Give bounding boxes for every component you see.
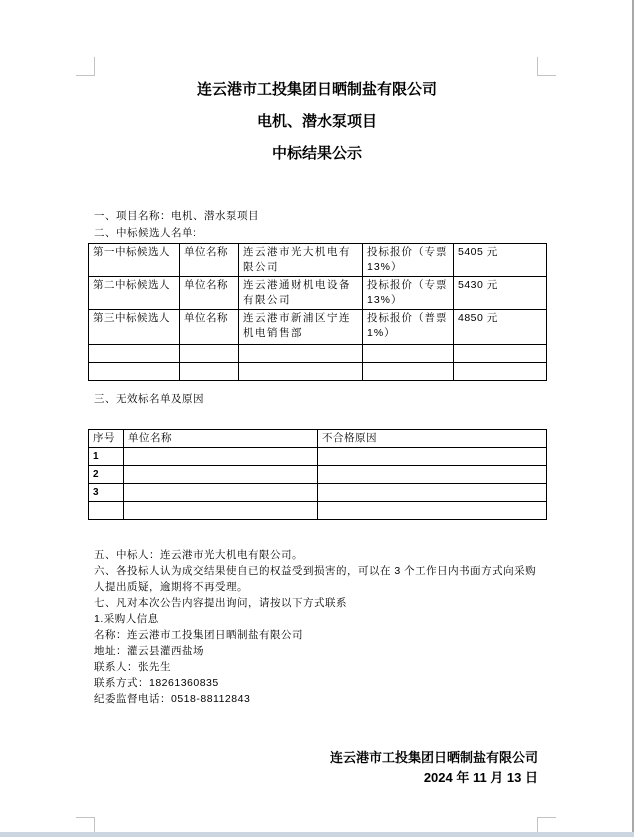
invalid-header-row	[89, 430, 547, 448]
signature-block	[94, 748, 538, 788]
candidate-price-label-cell: 投标报价（专票13%）	[363, 277, 454, 310]
section-project-name: 一、项目名称：电机、潜水泵项目	[94, 210, 259, 222]
buyer-info-heading: 1.采购人信息	[94, 613, 159, 625]
invalid-no-cell: 2	[89, 466, 124, 484]
buyer-name-line: 名称：连云港市工投集团日晒制盐有限公司	[94, 629, 303, 641]
buyer-address-line: 地址：灌云县灌西盐场	[94, 645, 204, 657]
section-candidates-heading: 二、中标候选人名单:	[94, 227, 197, 239]
empty-cell	[239, 345, 363, 363]
candidate-price-label-cell: 投标报价（专票13%）	[363, 244, 454, 277]
margin-crop-mark-bottom-right-icon	[537, 817, 556, 833]
footer-company: 连云港市工投集团日晒制盐有限公司	[329, 750, 538, 765]
candidate-name-label-cell: 单位名称	[180, 277, 239, 310]
empty-cell	[454, 363, 547, 381]
candidate-row-empty-1	[89, 345, 547, 363]
invalid-no-cell: 1	[89, 448, 124, 466]
section-invalid-heading: 三、无效标名单及原因	[94, 393, 204, 405]
doc-title-project: 电机、潜水泵项目	[256, 113, 377, 130]
invalid-reason-cell	[318, 466, 547, 484]
candidate-row-2	[89, 277, 547, 310]
candidate-rank-cell: 第一中标候选人	[89, 244, 180, 277]
buyer-supervision-phone-line: 纪委监督电话：0518-88112843	[94, 693, 251, 705]
margin-crop-mark-bottom-left-icon	[76, 817, 95, 833]
invalid-bids-table	[88, 429, 547, 520]
buyer-phone-line: 联系方式：18261360835	[94, 677, 219, 689]
candidate-company-cell: 连云港市新浦区宁连机电销售部	[239, 310, 363, 345]
candidate-row-3	[89, 310, 547, 345]
workspace-background-strip	[0, 832, 634, 837]
candidate-price-cell: 5405 元	[454, 244, 547, 277]
candidate-price-cell: 4850 元	[454, 310, 547, 345]
empty-cell	[124, 502, 318, 520]
empty-cell	[89, 363, 180, 381]
section-winner: 五、中标人：连云港市光大机电有限公司。	[94, 549, 303, 561]
empty-cell	[89, 502, 124, 520]
candidate-row-empty-2	[89, 363, 547, 381]
invalid-header-reason: 不合格原因	[318, 430, 547, 448]
document-content	[88, 0, 546, 788]
candidate-price-label-cell: 投标报价（普票1%）	[363, 310, 454, 345]
empty-cell	[363, 363, 454, 381]
invalid-row-1	[89, 448, 547, 466]
empty-cell	[180, 345, 239, 363]
empty-cell	[239, 363, 363, 381]
candidate-name-label-cell: 单位名称	[180, 244, 239, 277]
section-objection: 六、各投标人认为成交结果使自已的权益受到损害的，可以在 3 个工作日内书面方式向采购人提出质疑，逾期将不再受理。	[94, 565, 537, 593]
invalid-row-3	[89, 484, 547, 502]
candidate-row-1	[89, 244, 547, 277]
invalid-header-no: 序号	[89, 430, 124, 448]
title-block	[88, 80, 546, 164]
invalid-company-cell	[124, 466, 318, 484]
empty-cell	[318, 502, 547, 520]
doc-title-company: 连云港市工投集团日晒制盐有限公司	[196, 81, 437, 98]
invalid-reason-cell	[318, 484, 547, 502]
candidate-rank-cell: 第二中标候选人	[89, 277, 180, 310]
candidate-price-cell: 5430 元	[454, 277, 547, 310]
candidate-company-cell: 连云港市光大机电有限公司	[239, 244, 363, 277]
invalid-company-cell	[124, 448, 318, 466]
empty-cell	[363, 345, 454, 363]
buyer-contact-line: 联系人：张先生	[94, 661, 171, 673]
invalid-company-cell	[124, 484, 318, 502]
section-inquiry: 七、凡对本次公告内容提出询问，请按以下方式联系	[94, 597, 347, 609]
empty-cell	[89, 345, 180, 363]
footer-date: 2024 年 11 月 13 日	[423, 770, 538, 785]
empty-cell	[454, 345, 547, 363]
lower-text-block	[94, 547, 538, 707]
invalid-header-company: 单位名称	[124, 430, 318, 448]
candidate-company-cell: 连云港通财机电设备有限公司	[239, 277, 363, 310]
invalid-no-cell: 3	[89, 484, 124, 502]
doc-title-type: 中标结果公示	[271, 145, 362, 162]
invalid-reason-cell	[318, 448, 547, 466]
invalid-row-empty	[89, 502, 547, 520]
candidate-rank-cell: 第三中标候选人	[89, 310, 180, 345]
invalid-row-2	[89, 466, 547, 484]
empty-cell	[180, 363, 239, 381]
candidates-table	[88, 243, 547, 381]
candidate-name-label-cell: 单位名称	[180, 310, 239, 345]
